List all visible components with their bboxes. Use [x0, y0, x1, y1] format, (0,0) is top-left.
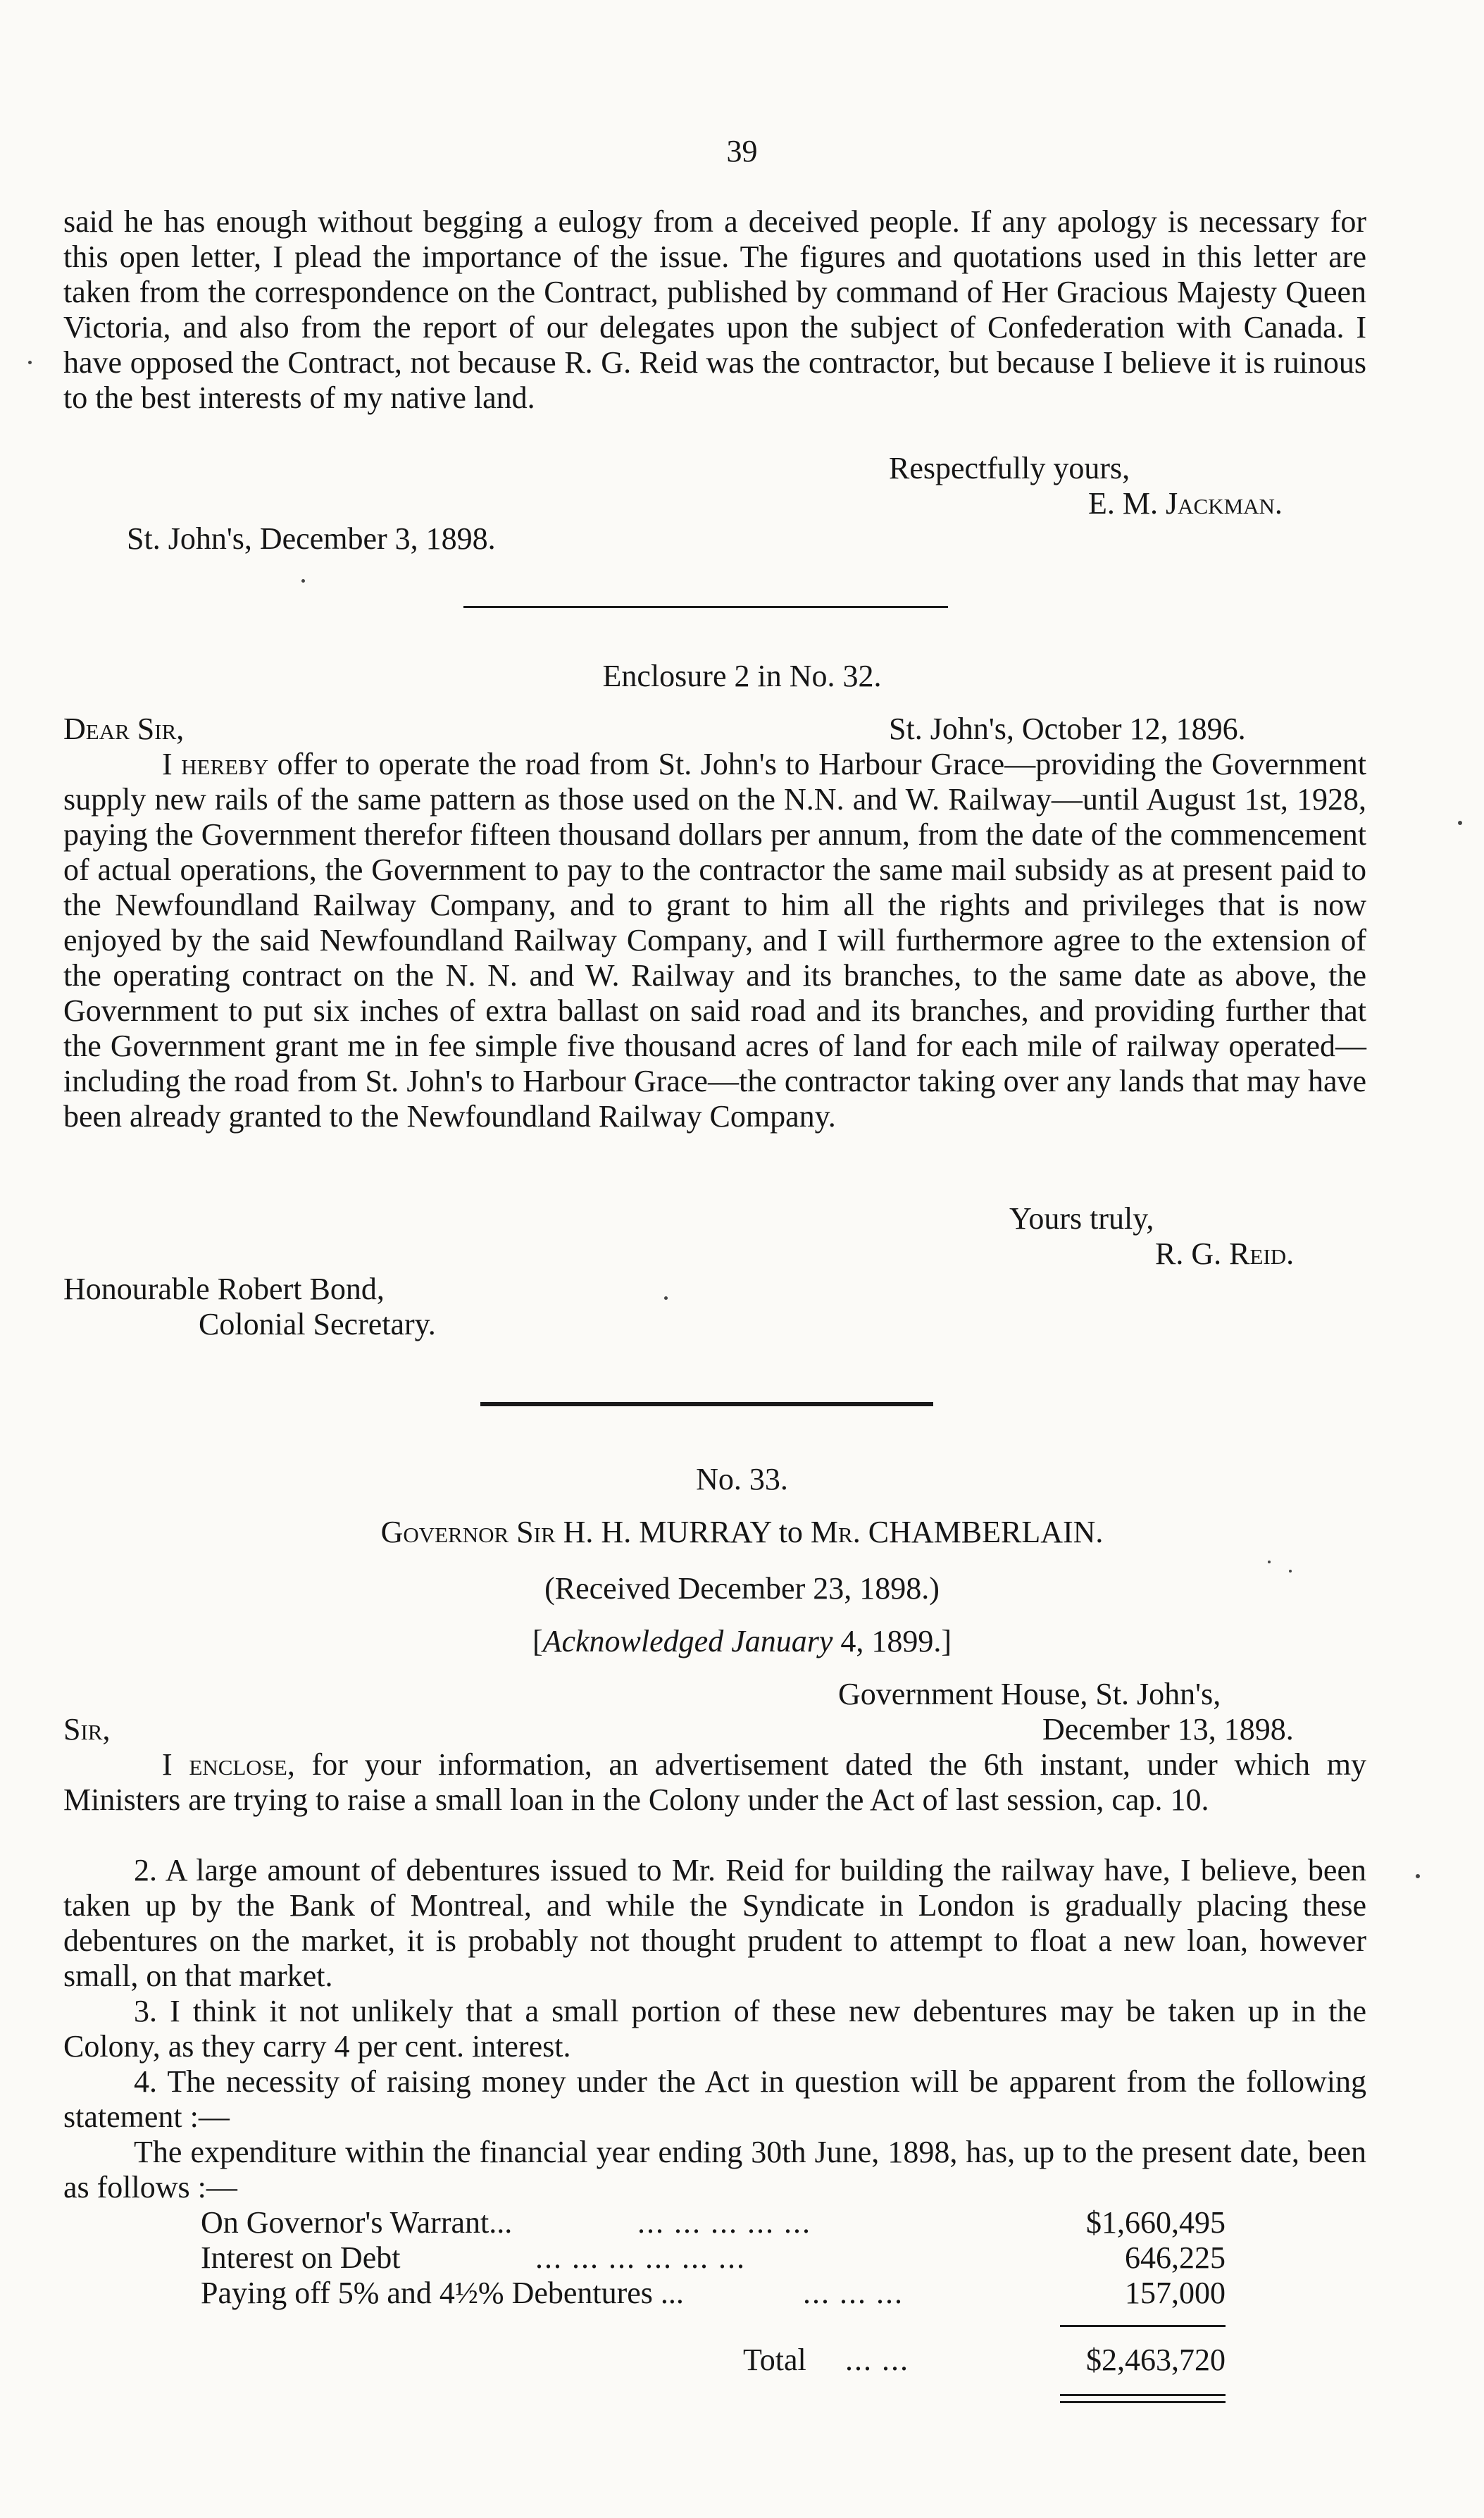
scan-speck [664, 1296, 668, 1300]
ack-date: 4, 1899.] [833, 1624, 952, 1658]
dispatch-paragraph-4: 4. The necessity of raising money under the Act in question will be apparent from the following statement :— [63, 2064, 1366, 2134]
dispatch-paragraph-5: The expenditure within the financial year ending 30th June, 1898, has, up to the present date, been as follows :— [63, 2135, 1366, 2204]
total-amount: $2,463,720 [1086, 2343, 1226, 2377]
addressee-title: Colonial Secretary. [199, 1307, 436, 1341]
total-label: Total [743, 2343, 806, 2377]
enclosure-heading: Enclosure 2 in No. 32. [602, 659, 882, 693]
title-from: Governor Sir [380, 1515, 556, 1549]
page-number: 39 [726, 134, 758, 168]
letter-body: said he has enough without begging a eulogy from a deceived people. If any apology is necessary for this open letter, I plead the importance of the issue. The figures and quotations used in this letter are taken from the correspondence on the Contract, published by command of Her Gracious Majesty Queen Victoria, and also from the report of our delegates upon the subject of Confederation with Canada. I have opposed the Contract, not because R. G. Reid was the contractor, but because I believe it is ruinous to the best interests of my native land. [63, 204, 1366, 415]
scan-speck [1416, 1874, 1420, 1878]
divider-rule [463, 606, 948, 608]
row-amount: 157,000 [1125, 2276, 1226, 2310]
dispatch-paragraph-1 [63, 1747, 1366, 1818]
enclosure-body [63, 747, 1366, 1134]
dispatch-salutation: Sir, [63, 1712, 111, 1747]
enclosure-salutation: Dear Sir, [63, 712, 185, 746]
double-rule-top [1060, 2394, 1226, 2396]
address-line-1: Government House, St. John's, [838, 1677, 1221, 1711]
p1-lead: I enclose, [162, 1747, 295, 1782]
enclosure-body-text: offer to operate the road from St. John's to Harbour Grace—providing the Government supply new rails of the same pattern as those used on the N.N. and W. Railway—until August 1st, 1928, paying the Government therefor fifteen thousand dollars per annum, from the date of the commencement of actual operations, the Government to pay to the contractor the same mail subsidy as at present paid to the Newfoundland Railway Company, and to grant to him all the rights and privileges that is now enjoyed by the said Newfoundland Railway Company, and I will furthermore agree to the extension of the operating contract on the N. N. and W. Railway and its branches, to the same date as above, the Government to put six inches of extra ballast on said road and its branches, and providing further that the Government grant me in fee simple five thousand acres of land for each mile of railway operated—including the road from St. John's to Harbour Grace—the contractor taking over any lands that may have been already granted to the Newfoundland Railway Company. [63, 747, 1366, 1134]
ack-italic: Acknowledged January [542, 1624, 833, 1658]
double-rule-bottom [1060, 2401, 1226, 2403]
row-label: On Governor's Warrant... [201, 2205, 513, 2240]
title-to: to [778, 1515, 803, 1549]
row-dots: ... ... ... ... ... ... [535, 2240, 746, 2275]
scan-speck [28, 361, 32, 364]
row-amount: 646,225 [1125, 2240, 1226, 2275]
scan-speck [301, 579, 305, 583]
row-label: Interest on Debt [201, 2240, 401, 2275]
enclosure-lead: I hereby [162, 747, 269, 781]
enclosure-signature: R. G. Reid. [1155, 1236, 1295, 1271]
addressee-name: Honourable Robert Bond, [63, 1272, 385, 1306]
ack-bracket: [ [532, 1624, 543, 1658]
address-line-2: December 13, 1898. [1042, 1712, 1294, 1747]
row-dots: ... ... ... ... ... [637, 2205, 811, 2240]
letter-closing: Respectfully yours, [889, 451, 1130, 485]
letter-signature: E. M. Jackman. [1088, 486, 1283, 521]
acknowledged-date [0, 1624, 1484, 1659]
total-rule [1060, 2325, 1226, 2327]
row-dots: ... ... ... [803, 2276, 904, 2310]
dispatch-number: No. 33. [696, 1462, 788, 1496]
dispatch-title [0, 1515, 1484, 1550]
total-dots: ... ... [845, 2343, 909, 2377]
received-date: (Received December 23, 1898.) [544, 1571, 940, 1606]
enclosure-closing: Yours truly, [1009, 1201, 1154, 1236]
scan-speck [1289, 1570, 1292, 1573]
dispatch-paragraph-3: 3. I think it not unlikely that a small portion of these new debentures may be taken up in the Colony, as they carry 4 per cent. interest. [63, 1994, 1366, 2064]
section-rule [480, 1402, 933, 1406]
title-name: H. H. MURRAY [563, 1515, 771, 1549]
scan-speck [1458, 821, 1462, 825]
row-label: Paying off 5% and 4½% Debentures ... [201, 2276, 684, 2310]
title-recipient: CHAMBERLAIN. [868, 1515, 1104, 1549]
enclosure-date: St. John's, October 12, 1896. [889, 712, 1246, 746]
dispatch-paragraph-2: 2. A large amount of debentures issued to Mr. Reid for building the railway have, I believe, been taken up by the Bank of Montreal, and while the Syndicate in London is gradually placing these debentures on the market, it is probably not thought prudent to attempt to float a new loan, however small, on that market. [63, 1853, 1366, 1993]
scan-speck [1268, 1561, 1271, 1563]
p1-body: for your information, an advertisement dated the 6th instant, under which my Ministers are trying to raise a small loan in the Colony under the Act of last session, cap. 10. [63, 1747, 1366, 1817]
title-mr: Mr. [810, 1515, 861, 1549]
row-amount: $1,660,495 [1086, 2205, 1226, 2240]
letter-place-date: St. John's, December 3, 1898. [127, 521, 496, 556]
